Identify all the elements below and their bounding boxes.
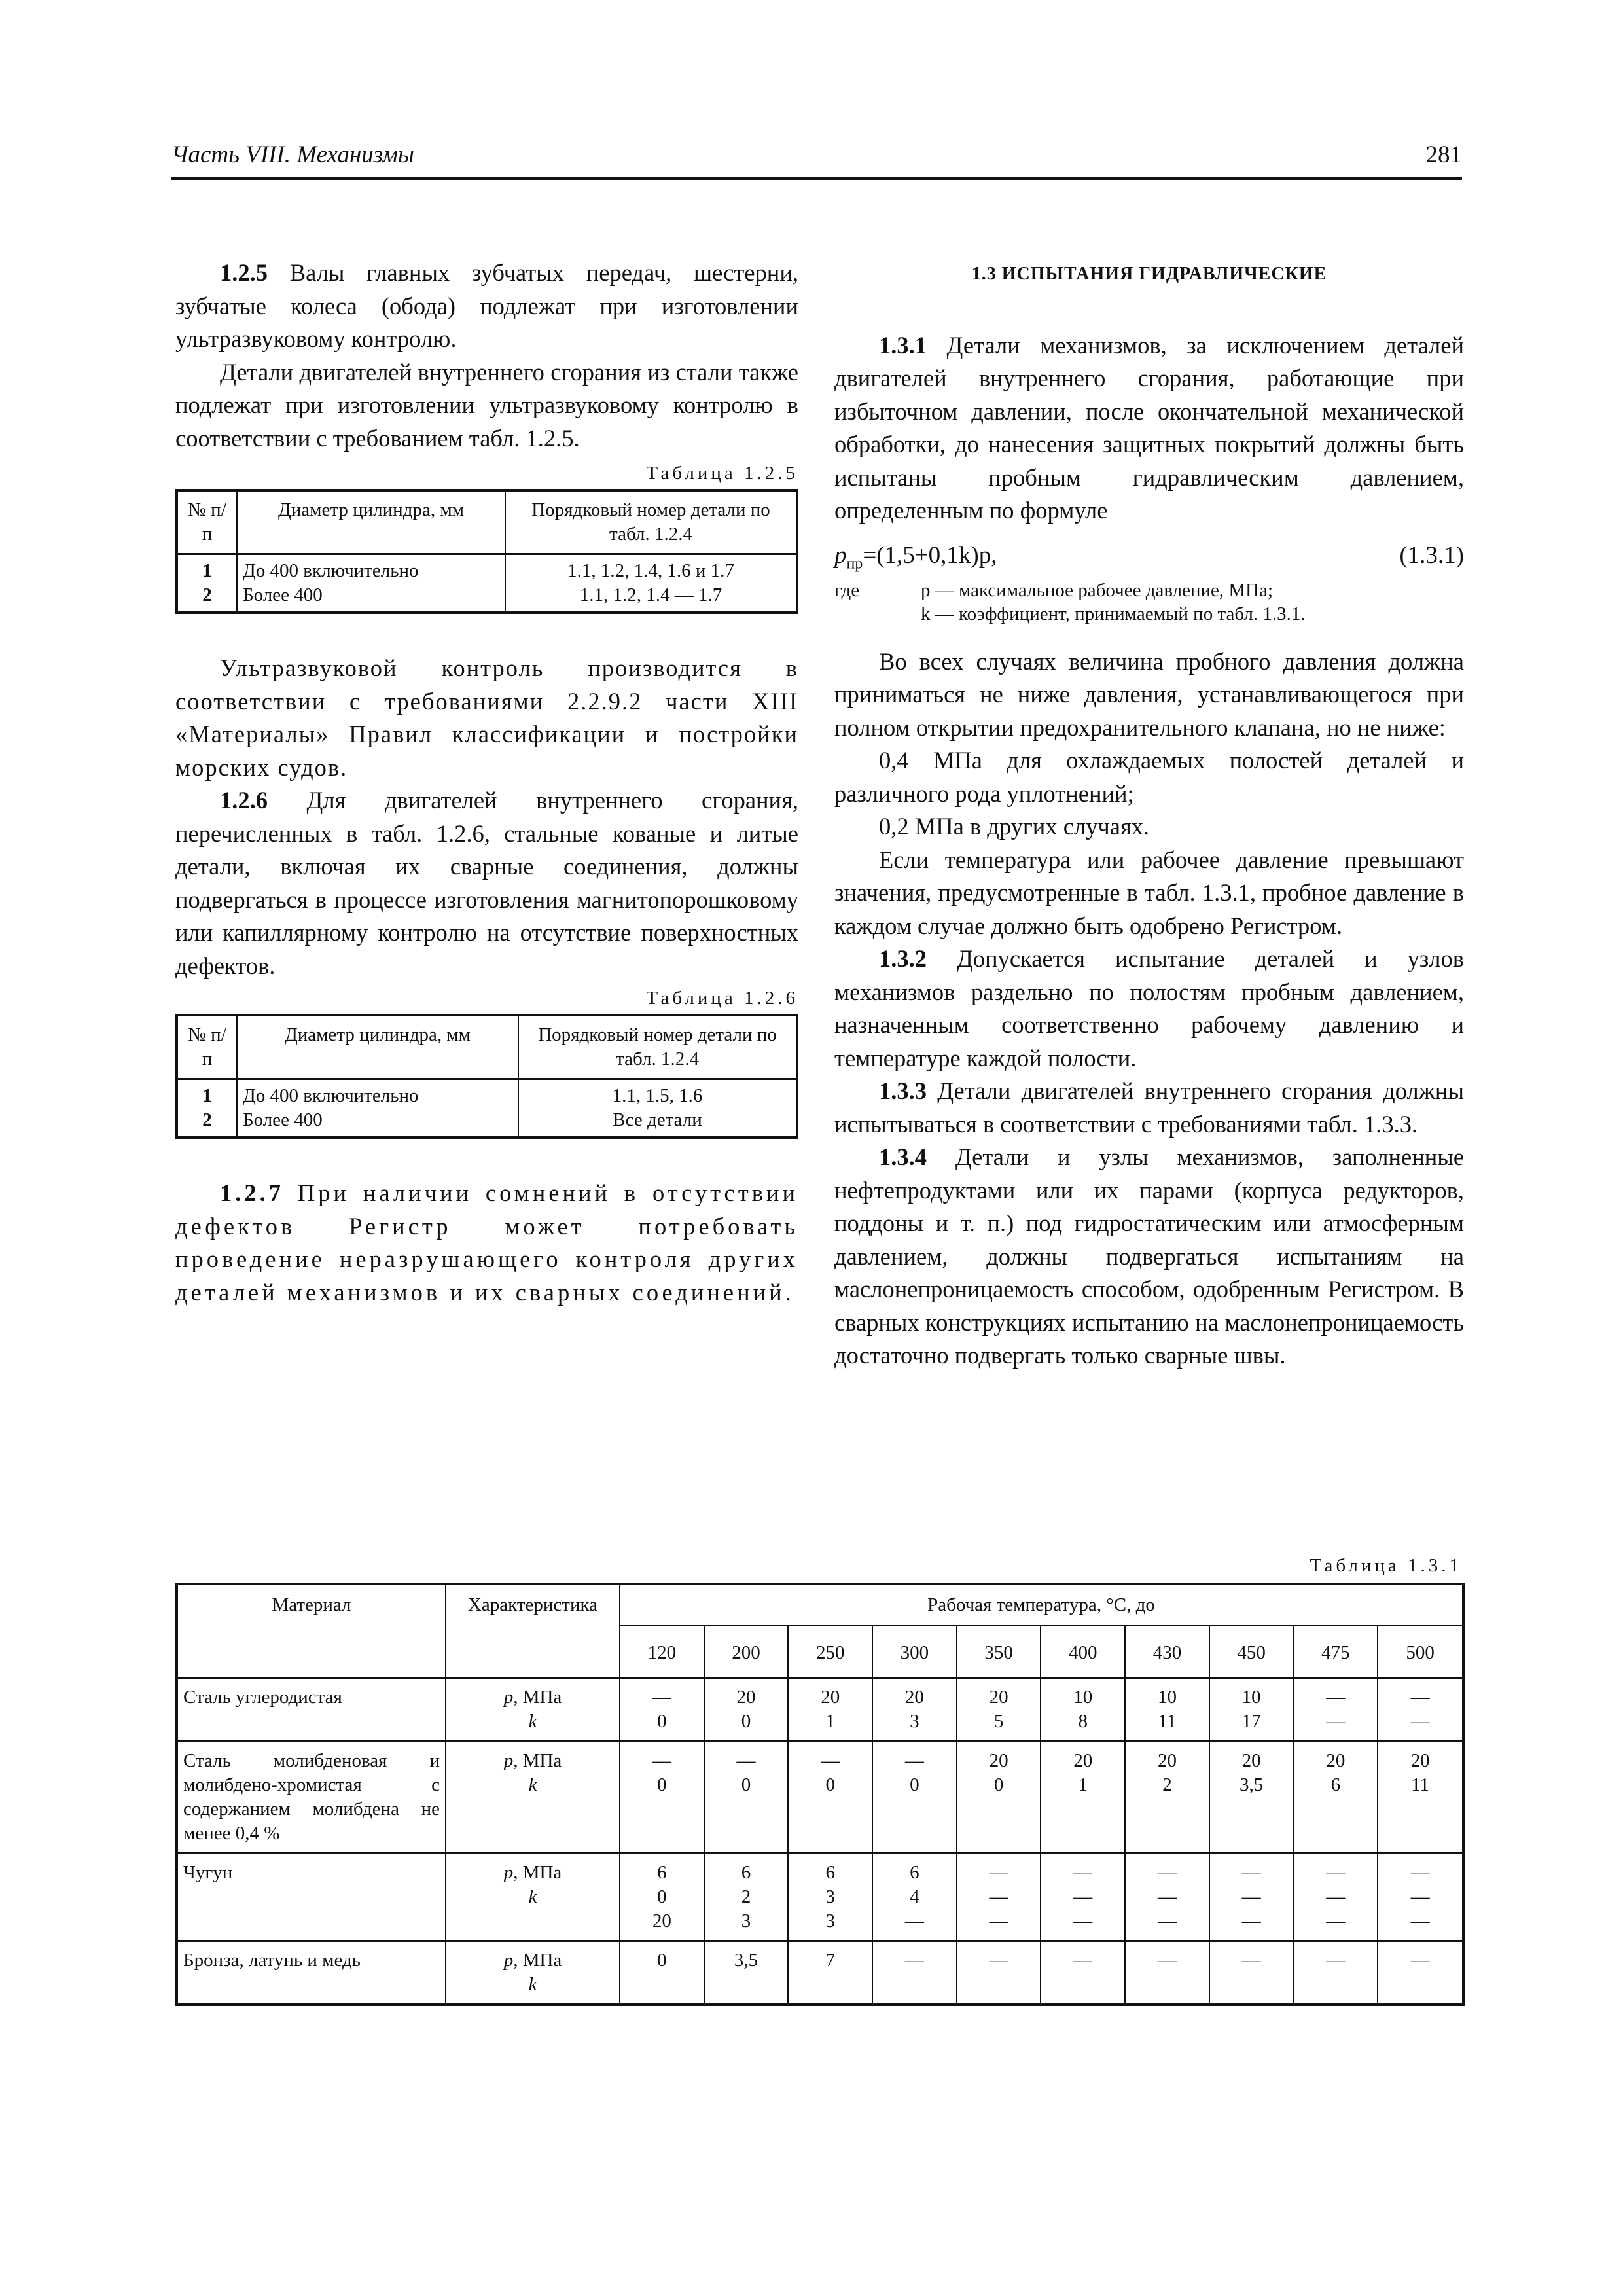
value-cell — [957, 1742, 1041, 1854]
table-1-3-1 — [175, 1583, 1465, 2006]
value-cell — [1041, 1678, 1125, 1742]
value: — — [989, 1910, 1008, 1931]
table-1-3-1-caption: Таблица 1.3.1 — [1310, 1555, 1462, 1576]
value-cell — [788, 1742, 872, 1854]
col-diameter-header: Диаметр цилиндра, мм — [237, 1015, 518, 1079]
value: — — [989, 1862, 1008, 1883]
value: — — [736, 1750, 756, 1771]
paragraph-1-3-2 — [834, 942, 1464, 1075]
value-cell — [1041, 1742, 1125, 1854]
table-header-row — [177, 1584, 1463, 1626]
value: — — [1326, 1910, 1346, 1931]
where-word: где — [834, 579, 860, 601]
value-cell — [1294, 1678, 1378, 1742]
value-cell — [704, 1678, 789, 1742]
value: 20 — [1157, 1750, 1177, 1771]
value: — — [1157, 1910, 1177, 1931]
row-diameter: До 400 включительно — [243, 560, 419, 581]
value-cell — [1378, 1941, 1463, 2005]
value-cell — [872, 1941, 957, 2005]
paragraph-text: Допускается испытание деталей и узлов механизмов раздельно по полостям пробным давлением, назначенным соответственно рабочему давлению и температуре каждой полости. — [834, 945, 1464, 1071]
value-cell — [1125, 1742, 1209, 1854]
value-cell — [788, 1678, 872, 1742]
value-cell — [1125, 1854, 1209, 1941]
table-body — [177, 1678, 1463, 2005]
row-number: 1 — [202, 1085, 212, 1106]
value: — — [1157, 1886, 1177, 1907]
paragraph-0-4-mpa: 0,4 МПа для охлаждаемых полостей деталей и различного рода уплотнений; — [834, 747, 1464, 807]
paragraph-text: Детали двигателей внутреннего сгорания должны испытываться в соответствии с требованиями табл. 1.3.3. — [834, 1077, 1464, 1138]
formula-subscript: пр — [846, 554, 863, 572]
value: 20 — [736, 1687, 756, 1708]
value: — — [904, 1750, 924, 1771]
value: — — [1410, 1886, 1430, 1907]
value-cell — [620, 1941, 704, 2005]
value: 6 — [825, 1862, 835, 1883]
value: — — [1410, 1950, 1430, 1971]
characteristic-cell — [446, 1742, 620, 1854]
value-cell — [872, 1678, 957, 1742]
clause-number: 1.2.7 — [220, 1179, 284, 1206]
value: — — [1241, 1950, 1261, 1971]
value: 0 — [910, 1774, 919, 1795]
col-temperature-header: Рабочая температура, °С, до — [620, 1584, 1463, 1626]
temperature-cell: 500 — [1378, 1626, 1463, 1678]
value: 2 — [741, 1886, 751, 1907]
section-title: 1.3 ИСПЫТАНИЯ ГИДРАВЛИЧЕСКИЕ — [971, 264, 1327, 284]
paragraph-text: Детали и узлы механизмов, заполненные нефтепродуктами или их парами (корпуса редукторов, поддоны и т. п.) под гидростатическим или атмосферным давлением, должны подвергаться испытаниям на маслонепроницаемость способом, одобренным Регистром. В сварных конструкциях испытанию на маслонепроницаемость достаточно подвергать только сварные швы. — [834, 1143, 1464, 1369]
value-cell — [1209, 1941, 1294, 2005]
formula-1-3-1 — [834, 537, 1464, 573]
col-diameter-header: Диаметр цилиндра, мм — [237, 490, 505, 554]
row-order: Все детали — [613, 1109, 702, 1130]
temperature-cell: 350 — [957, 1626, 1041, 1678]
table-row — [177, 1941, 1463, 2005]
formula-legend — [834, 573, 1464, 626]
value: 3 — [910, 1711, 919, 1732]
row-number: 1 — [202, 560, 212, 581]
value: 20 — [989, 1750, 1008, 1771]
value: — — [652, 1750, 671, 1771]
value-cell — [1209, 1678, 1294, 1742]
paragraph-test-pressure: Во всех случаях величина пробного давления должна приниматься не ниже давления, устанавливающегося при полном открытии предохранительного клапана, но не ниже: — [834, 647, 1464, 741]
value-cell — [957, 1678, 1041, 1742]
value-cell — [704, 1742, 789, 1854]
legend-p: p — максимальное рабочее давление, МПа; — [921, 579, 1274, 601]
value: 3,5 — [734, 1950, 758, 1971]
material-cell: Сталь углеродистая — [177, 1678, 446, 1742]
characteristic-k: k — [528, 1711, 537, 1732]
formula-body: =(1,5+0,1k)p, — [863, 541, 997, 569]
temperature-cell: 430 — [1125, 1626, 1209, 1678]
value: — — [1157, 1950, 1177, 1971]
value-cell — [1209, 1854, 1294, 1941]
value: — — [1410, 1862, 1430, 1883]
paragraph-text: Детали механизмов, за исключением деталей двигателей внутреннего сгорания, работающие при избыточном давлении, после окончательной механической обработки, до нанесения защитных покрытий должны быть испытаны пробным гидравлическим давлением, определенным по формуле — [834, 331, 1464, 524]
value-cell — [704, 1941, 789, 2005]
left-column — [175, 257, 798, 1309]
value: 8 — [1078, 1711, 1088, 1732]
value: — — [904, 1910, 924, 1931]
value: — — [1073, 1886, 1093, 1907]
value: 0 — [993, 1774, 1004, 1795]
row-diameter: Более 400 — [243, 584, 323, 605]
row-number: 2 — [202, 1109, 212, 1130]
value: 11 — [1411, 1774, 1430, 1795]
value: 3 — [825, 1886, 835, 1907]
value: 6 — [910, 1862, 919, 1883]
table-1-2-5 — [175, 489, 798, 614]
paragraph-ice-ultrasonic: Детали двигателей внутреннего сгорания из стали также подлежат при изготовлении ультразвуковому контролю в соответствии с требованием табл. 1.2.5. — [175, 358, 798, 452]
value: 20 — [1241, 1750, 1261, 1771]
material-cell: Чугун — [177, 1854, 446, 1941]
material-cell: Сталь молибденовая и молибдено-хромистая с содержанием молибдена не менее 0,4 % — [177, 1742, 446, 1854]
temperature-cell: 200 — [704, 1626, 789, 1678]
value: — — [1326, 1950, 1346, 1971]
page-number: 281 — [1425, 141, 1462, 168]
characteristic-k: k — [528, 1886, 537, 1907]
value-cell — [872, 1854, 957, 1941]
value: 7 — [825, 1950, 835, 1971]
temperature-cell: 400 — [1041, 1626, 1125, 1678]
paragraph-text: Валы главных зубчатых передач, шестерни, зубчатые колеса (обода) подлежат при изготовлении ультразвуковому контролю. — [175, 259, 798, 352]
clause-number: 1.3.4 — [879, 1143, 927, 1170]
value: — — [1073, 1910, 1093, 1931]
paragraph-1-2-6 — [175, 784, 798, 982]
temperature-cell: 475 — [1294, 1626, 1378, 1678]
value-cell — [1125, 1941, 1209, 2005]
value-cell — [1041, 1854, 1125, 1941]
value: 3 — [825, 1910, 835, 1931]
value-cell — [1378, 1742, 1463, 1854]
value-cell — [957, 1941, 1041, 2005]
value: 0 — [741, 1711, 751, 1732]
clause-number: 1.2.6 — [220, 787, 268, 814]
paragraph-1-2-5 — [175, 257, 798, 356]
row-order: 1.1, 1.2, 1.4, 1.6 и 1.7 — [567, 560, 734, 581]
value: 4 — [910, 1886, 919, 1907]
value: 0 — [657, 1774, 667, 1795]
col-order-header: Порядковый номер детали по табл. 1.2.4 — [518, 1015, 797, 1079]
characteristic-cell — [446, 1854, 620, 1941]
row-diameter: Более 400 — [243, 1109, 323, 1130]
characteristic-p: p, МПа — [503, 1687, 562, 1708]
table-header-row — [177, 490, 797, 554]
temperature-cell: 450 — [1209, 1626, 1294, 1678]
legend-k: k — коэффициент, принимаемый по табл. 1.3.1. — [921, 603, 1306, 624]
paragraph-1-3-3 — [834, 1075, 1464, 1141]
table-1-2-6 — [175, 1014, 798, 1139]
value: 6 — [657, 1862, 667, 1883]
value: 3 — [741, 1910, 751, 1931]
value: — — [989, 1950, 1008, 1971]
value-cell — [1041, 1941, 1125, 2005]
value: 20 — [821, 1687, 840, 1708]
value: 20 — [989, 1687, 1008, 1708]
value: 0 — [741, 1774, 751, 1795]
col-number-header: № п/п — [177, 1015, 237, 1079]
value: — — [989, 1886, 1008, 1907]
value: 1 — [825, 1711, 835, 1732]
value: — — [652, 1687, 671, 1708]
paragraph-text: Для двигателей внутреннего сгорания, перечисленных в табл. 1.2.6, стальные кованые и литые детали, включая их сварные соединения, должны подвергаться в процессе изготовления магнитопорошковому или капиллярному контролю на отсутствие поверхностных дефектов. — [175, 787, 798, 979]
value: 10 — [1073, 1687, 1093, 1708]
characteristic-cell — [446, 1678, 620, 1742]
value: — — [1326, 1862, 1346, 1883]
table-row — [177, 1854, 1463, 1941]
value: 1 — [1078, 1774, 1088, 1795]
row-order: 1.1, 1.2, 1.4 — 1.7 — [579, 584, 722, 605]
value: 6 — [1330, 1774, 1341, 1795]
value: — — [1326, 1687, 1346, 1708]
table-row — [177, 1678, 1463, 1742]
value-cell — [872, 1742, 957, 1854]
table-row — [177, 554, 797, 613]
value: — — [1073, 1862, 1093, 1883]
value-cell — [620, 1678, 704, 1742]
value: 0 — [657, 1950, 667, 1971]
formula-number: (1.3.1) — [1399, 541, 1464, 569]
value: 20 — [1326, 1750, 1346, 1771]
value: 5 — [993, 1711, 1004, 1732]
value-cell — [788, 1854, 872, 1941]
clause-number: 1.3.3 — [879, 1077, 927, 1104]
characteristic-p: p, МПа — [503, 1750, 562, 1771]
formula-p: p — [834, 541, 847, 569]
value: — — [1241, 1910, 1261, 1931]
col-number-header: № п/п — [177, 490, 237, 554]
table-row — [177, 1742, 1463, 1854]
temperature-cell: 300 — [872, 1626, 957, 1678]
value-cell — [957, 1854, 1041, 1941]
value: — — [1073, 1950, 1093, 1971]
value: — — [1410, 1910, 1430, 1931]
value-cell — [704, 1854, 789, 1941]
material-cell: Бронза, латунь и медь — [177, 1941, 446, 2005]
value: 20 — [1410, 1750, 1430, 1771]
value: — — [1410, 1711, 1430, 1732]
value: 0 — [657, 1886, 667, 1907]
running-header-title: Часть VIII. Механизмы — [171, 141, 414, 168]
right-column — [834, 257, 1464, 1372]
clause-number: 1.3.2 — [879, 945, 927, 972]
col-order-header: Порядковый номер детали по табл. 1.2.4 — [505, 490, 797, 554]
clause-number: 1.3.1 — [879, 331, 927, 359]
value: — — [904, 1950, 924, 1971]
value: — — [1241, 1886, 1261, 1907]
value: 0 — [657, 1711, 667, 1732]
value: — — [1326, 1711, 1346, 1732]
paragraph-0-2-mpa: 0,2 МПа в других случаях. — [879, 813, 1150, 840]
value: 20 — [904, 1687, 924, 1708]
clause-number: 1.2.5 — [220, 259, 268, 286]
paragraph-temperature: Если температура или рабочее давление превышают значения, предусмотренные в табл. 1.3.1, пробное давление в каждом случае должно быть одобрено Регистром. — [834, 846, 1464, 939]
value-cell — [620, 1742, 704, 1854]
paragraph-1-2-7 — [175, 1177, 798, 1309]
value-cell — [620, 1854, 704, 1941]
value: 20 — [652, 1910, 671, 1931]
characteristic-p: p, МПа — [503, 1862, 562, 1883]
temperature-cell: 120 — [620, 1626, 704, 1678]
value-cell — [1378, 1678, 1463, 1742]
value-cell — [1125, 1678, 1209, 1742]
row-number: 2 — [202, 584, 212, 605]
value: — — [1326, 1886, 1346, 1907]
row-order: 1.1, 1.5, 1.6 — [612, 1085, 703, 1106]
characteristic-cell — [446, 1941, 620, 2005]
value-cell — [1378, 1854, 1463, 1941]
value: 3,5 — [1240, 1774, 1264, 1795]
value: 0 — [825, 1774, 835, 1795]
value: 6 — [741, 1862, 751, 1883]
paragraph-text: При наличии сомнений в отсутствии дефектов Регистр может потребовать проведение неразрушающего контроля других деталей механизмов и их сварных соединений. — [175, 1179, 798, 1306]
value-cell — [1294, 1742, 1378, 1854]
temperature-cell: 250 — [788, 1626, 872, 1678]
value: 17 — [1241, 1711, 1261, 1732]
value: 10 — [1157, 1687, 1177, 1708]
value: — — [1410, 1687, 1430, 1708]
characteristic-k: k — [528, 1774, 537, 1795]
table-header-row — [177, 1015, 797, 1079]
value: — — [1157, 1862, 1177, 1883]
value: 20 — [1073, 1750, 1093, 1771]
paragraph-1-3-4 — [834, 1141, 1464, 1372]
value-cell — [1294, 1854, 1378, 1941]
value: 10 — [1241, 1687, 1261, 1708]
col-material-header: Материал — [177, 1584, 446, 1678]
value-cell — [1294, 1941, 1378, 2005]
value: — — [821, 1750, 840, 1771]
paragraph-1-3-1 — [834, 329, 1464, 528]
table-1-2-5-caption: Таблица 1.2.5 — [646, 463, 798, 484]
header-rule — [171, 177, 1462, 180]
value: 11 — [1158, 1711, 1177, 1732]
table-1-2-6-caption: Таблица 1.2.6 — [646, 988, 798, 1009]
characteristic-k: k — [528, 1974, 537, 1995]
table-row — [177, 1079, 797, 1138]
value-cell — [1209, 1742, 1294, 1854]
value: — — [1241, 1862, 1261, 1883]
characteristic-p: p, МПа — [503, 1950, 562, 1971]
paragraph-ultrasonic-control: Ультразвуковой контроль производится в соответствии с требованиями 2.2.9.2 части XIII «Материалы» Правил классификации и постройки морских судов. — [175, 655, 798, 781]
row-diameter: До 400 включительно — [243, 1085, 419, 1106]
col-characteristic-header: Характеристика — [446, 1584, 620, 1678]
value: 2 — [1162, 1774, 1172, 1795]
value-cell — [788, 1941, 872, 2005]
